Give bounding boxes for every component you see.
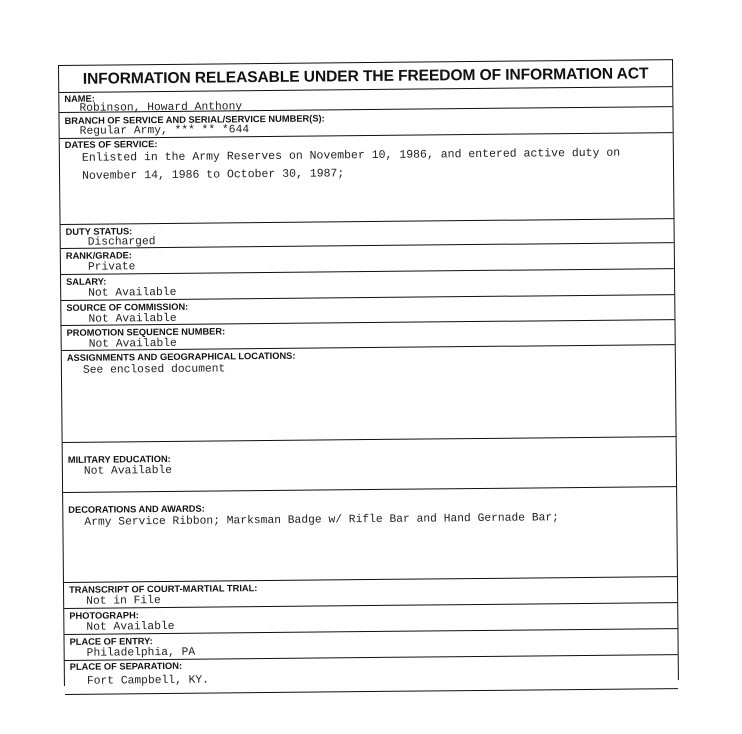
field-label: RANK/GRADE: [65, 250, 132, 261]
field-dates-of-service [60, 133, 674, 225]
field-value: Army Service Ribbon; Marksman Badge w/ Rifle Bar and Hand Gernade Bar; [84, 512, 559, 529]
field-value: Not Available [88, 337, 177, 351]
field-value: Enlisted in the Army Reserves on November 10, 1986, and entered active duty on November 14, 1986 to October 30, 1987; [81, 146, 621, 183]
field-value: Not Available [83, 464, 173, 478]
field-value: Not Available [86, 620, 175, 634]
field-value: Not Available [88, 286, 177, 300]
field-place-of-separation [65, 655, 678, 695]
field-value: Private [87, 261, 136, 274]
field-value: Discharged [87, 236, 156, 249]
field-label: BRANCH OF SERVICE AND SERIAL/SERVICE NUMBER(S): [64, 113, 325, 126]
field-label: NAME: [64, 93, 95, 104]
foia-release-form [58, 59, 679, 686]
field-label: TRANSCRIPT OF COURT-MARTIAL TRIAL: [68, 583, 258, 595]
field-value: Philadelphia, PA [86, 646, 196, 660]
field-label: DECORATIONS AND AWARDS: [68, 503, 205, 515]
field-decorations-awards [63, 487, 677, 583]
field-value: Not Available [88, 312, 177, 326]
field-label: PHOTOGRAPH: [69, 610, 139, 621]
field-assignments-locations [62, 345, 676, 443]
field-label: PLACE OF ENTRY: [69, 636, 153, 647]
field-label: ASSIGNMENTS AND GEOGRAPHICAL LOCATIONS: [66, 350, 296, 363]
field-military-education [63, 437, 676, 493]
field-value: Robinson, Howard Anthony [79, 101, 243, 115]
field-value: See enclosed document [82, 363, 226, 377]
field-label: MILITARY EDUCATION: [67, 453, 171, 465]
field-label: SALARY: [66, 276, 107, 287]
form-title: INFORMATION RELEASABLE UNDER THE FREEDOM OF INFORMATION ACT [59, 60, 672, 93]
field-label: PLACE OF SEPARATION: [69, 660, 183, 672]
field-label: DATES OF SERVICE: [64, 139, 158, 150]
field-value: Fort Campbell, KY. [86, 674, 210, 688]
field-label: SOURCE OF COMMISSION: [66, 301, 189, 313]
field-value: Not in File [86, 595, 161, 608]
field-label: PROMOTION SEQUENCE NUMBER: [66, 326, 226, 338]
field-label: DUTY STATUS: [65, 226, 133, 237]
field-value: Regular Army, *** ** *644 [79, 124, 250, 138]
